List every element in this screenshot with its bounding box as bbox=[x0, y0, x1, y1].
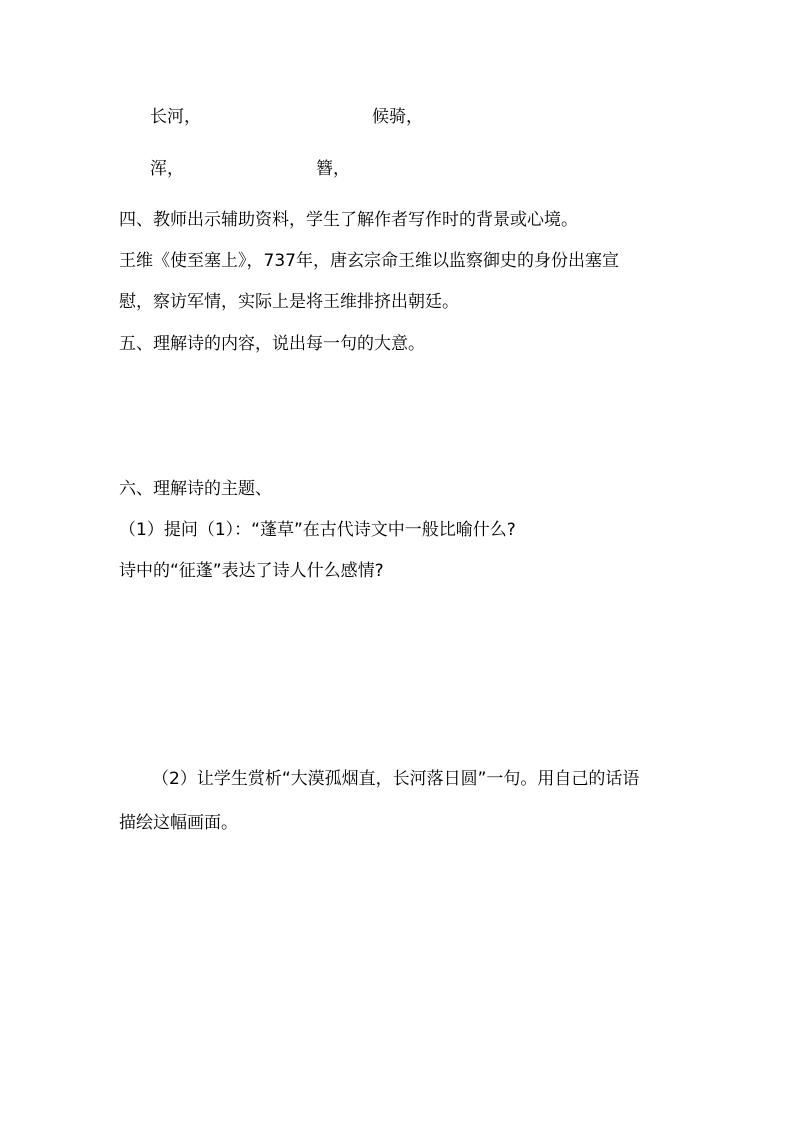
question-line: （1）提问（1）：“蓬草”在古代诗文中一般比喻什么? bbox=[119, 520, 516, 540]
question-line: 诗中的“征蓬”表达了诗人什么感情? bbox=[119, 561, 384, 581]
question-line: 描绘这幅画面。 bbox=[119, 813, 238, 833]
fill-in-item: 簪， bbox=[316, 159, 350, 179]
fill-in-item: 浑， bbox=[150, 159, 184, 179]
paragraph-line: 慰，察访军情，实际上是将王维排挤出朝廷。 bbox=[119, 292, 459, 312]
section-heading-4: 四、教师出示辅助资料，学生了解作者写作时的背景或心境。 bbox=[119, 210, 578, 230]
fill-in-item: 候骑， bbox=[372, 107, 423, 127]
question-line: （2）让学生赏析“大漠孤烟直，长河落日圆”一句。用自己的话语 bbox=[152, 769, 640, 789]
paragraph-line: 王维《使至塞上》，737年，唐玄宗命王维以监察御史的身份出塞宣 bbox=[119, 251, 619, 271]
section-heading-5: 五、理解诗的内容，说出每一句的大意。 bbox=[119, 334, 425, 354]
section-heading-6: 六、理解诗的主题、 bbox=[119, 479, 272, 499]
fill-in-item: 长河， bbox=[150, 107, 201, 127]
